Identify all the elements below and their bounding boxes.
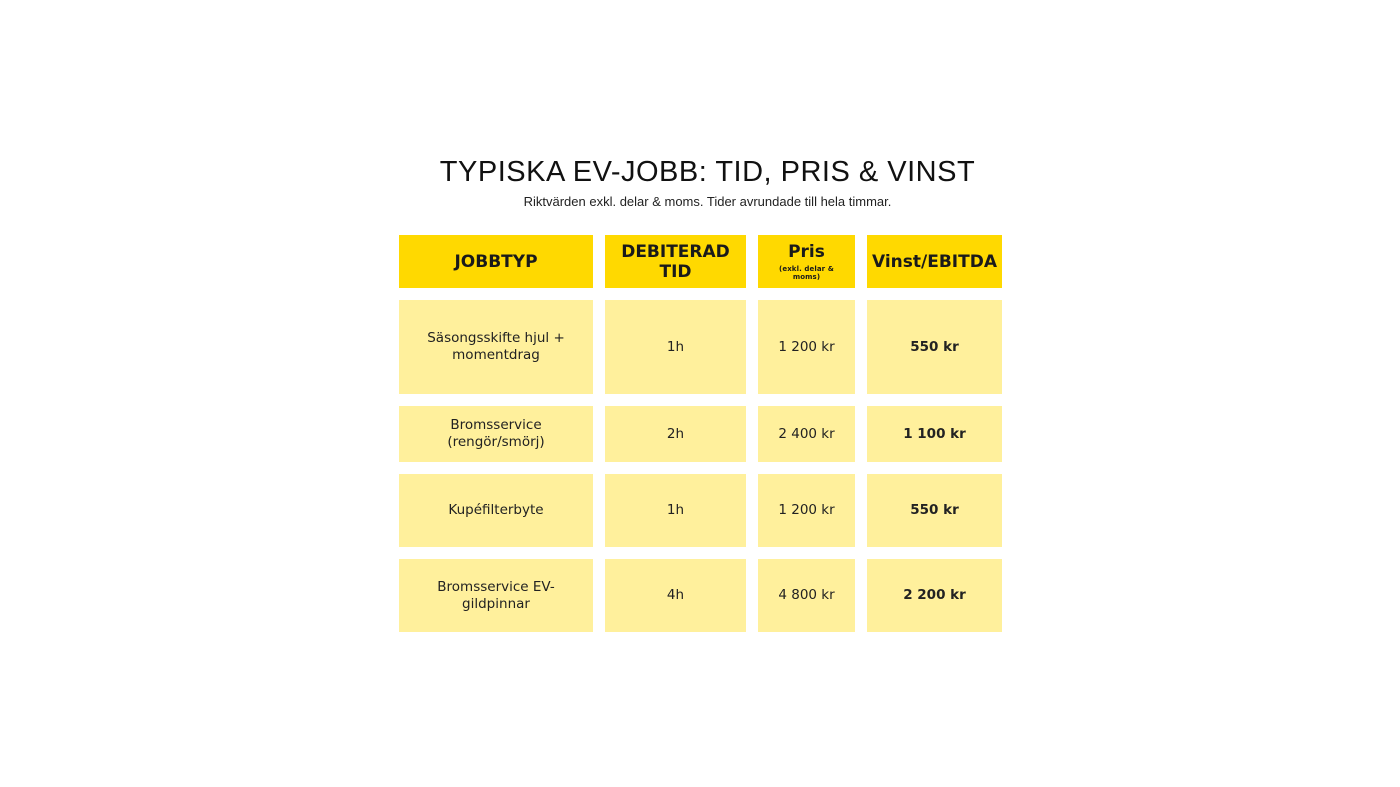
table-cell-vinst — [867, 559, 1002, 632]
page-subtitle: Riktvärden exkl. delar & moms. Tider avrundade till hela timmar. — [523, 194, 892, 209]
cell-text: Bromsservice EV-gildpinnar — [437, 578, 555, 612]
table-cell-vinst — [867, 300, 1002, 394]
table-cell-tid — [605, 559, 746, 632]
table-cell-pris — [758, 406, 855, 462]
table-cell-pris — [758, 474, 855, 547]
ev-jobs-table — [399, 235, 1002, 632]
header-jobbtyp-label: JOBBTYP — [454, 251, 538, 272]
header-pris-sublabel: (exkl. delar & moms) — [779, 265, 834, 281]
table-cell-pris — [758, 559, 855, 632]
table-cell-vinst — [867, 406, 1002, 462]
header-vinst-label: Vinst/EBITDA — [872, 251, 998, 272]
table-cell-jobbtyp — [399, 474, 593, 547]
cell-text: 2 200 kr — [903, 587, 966, 603]
header-pris-label: Pris — [788, 242, 825, 262]
table-cell-jobbtyp — [399, 300, 593, 394]
cell-text: 4 800 kr — [778, 587, 835, 603]
cell-text: 1h — [666, 502, 685, 518]
table-cell-jobbtyp — [399, 559, 593, 632]
cell-text: Kupéfilterbyte — [448, 502, 544, 518]
header-debiterad-tid — [605, 235, 746, 288]
header-pris — [758, 235, 855, 288]
cell-text: 1 200 kr — [778, 338, 835, 355]
cell-text: Säsongsskifte hjul + momentdrag — [427, 330, 565, 363]
table-cell-jobbtyp — [399, 406, 593, 462]
cell-text: 1h — [666, 338, 685, 355]
table-cell-tid — [605, 474, 746, 547]
cell-text: 1 100 kr — [903, 425, 966, 442]
table-cell-pris — [758, 300, 855, 394]
cell-text: 550 kr — [910, 502, 959, 518]
table-cell-tid — [605, 300, 746, 394]
table-cell-vinst — [867, 474, 1002, 547]
cell-text: 2 400 kr — [778, 425, 835, 442]
header-vinst — [867, 235, 1002, 288]
cell-text: 4h — [666, 587, 685, 603]
header-jobbtyp — [399, 235, 593, 288]
cell-text: 1 200 kr — [778, 502, 835, 518]
cell-text: 2h — [666, 425, 685, 442]
page-title: TYPISKA EV-JOBB: TID, PRIS & VINST — [439, 156, 976, 188]
cell-text: Bromsservice (rengör/smörj) — [447, 417, 545, 450]
table-cell-tid — [605, 406, 746, 462]
cell-text: 550 kr — [910, 338, 959, 355]
header-debiterad-tid-label: DEBITERAD TID — [621, 241, 730, 282]
